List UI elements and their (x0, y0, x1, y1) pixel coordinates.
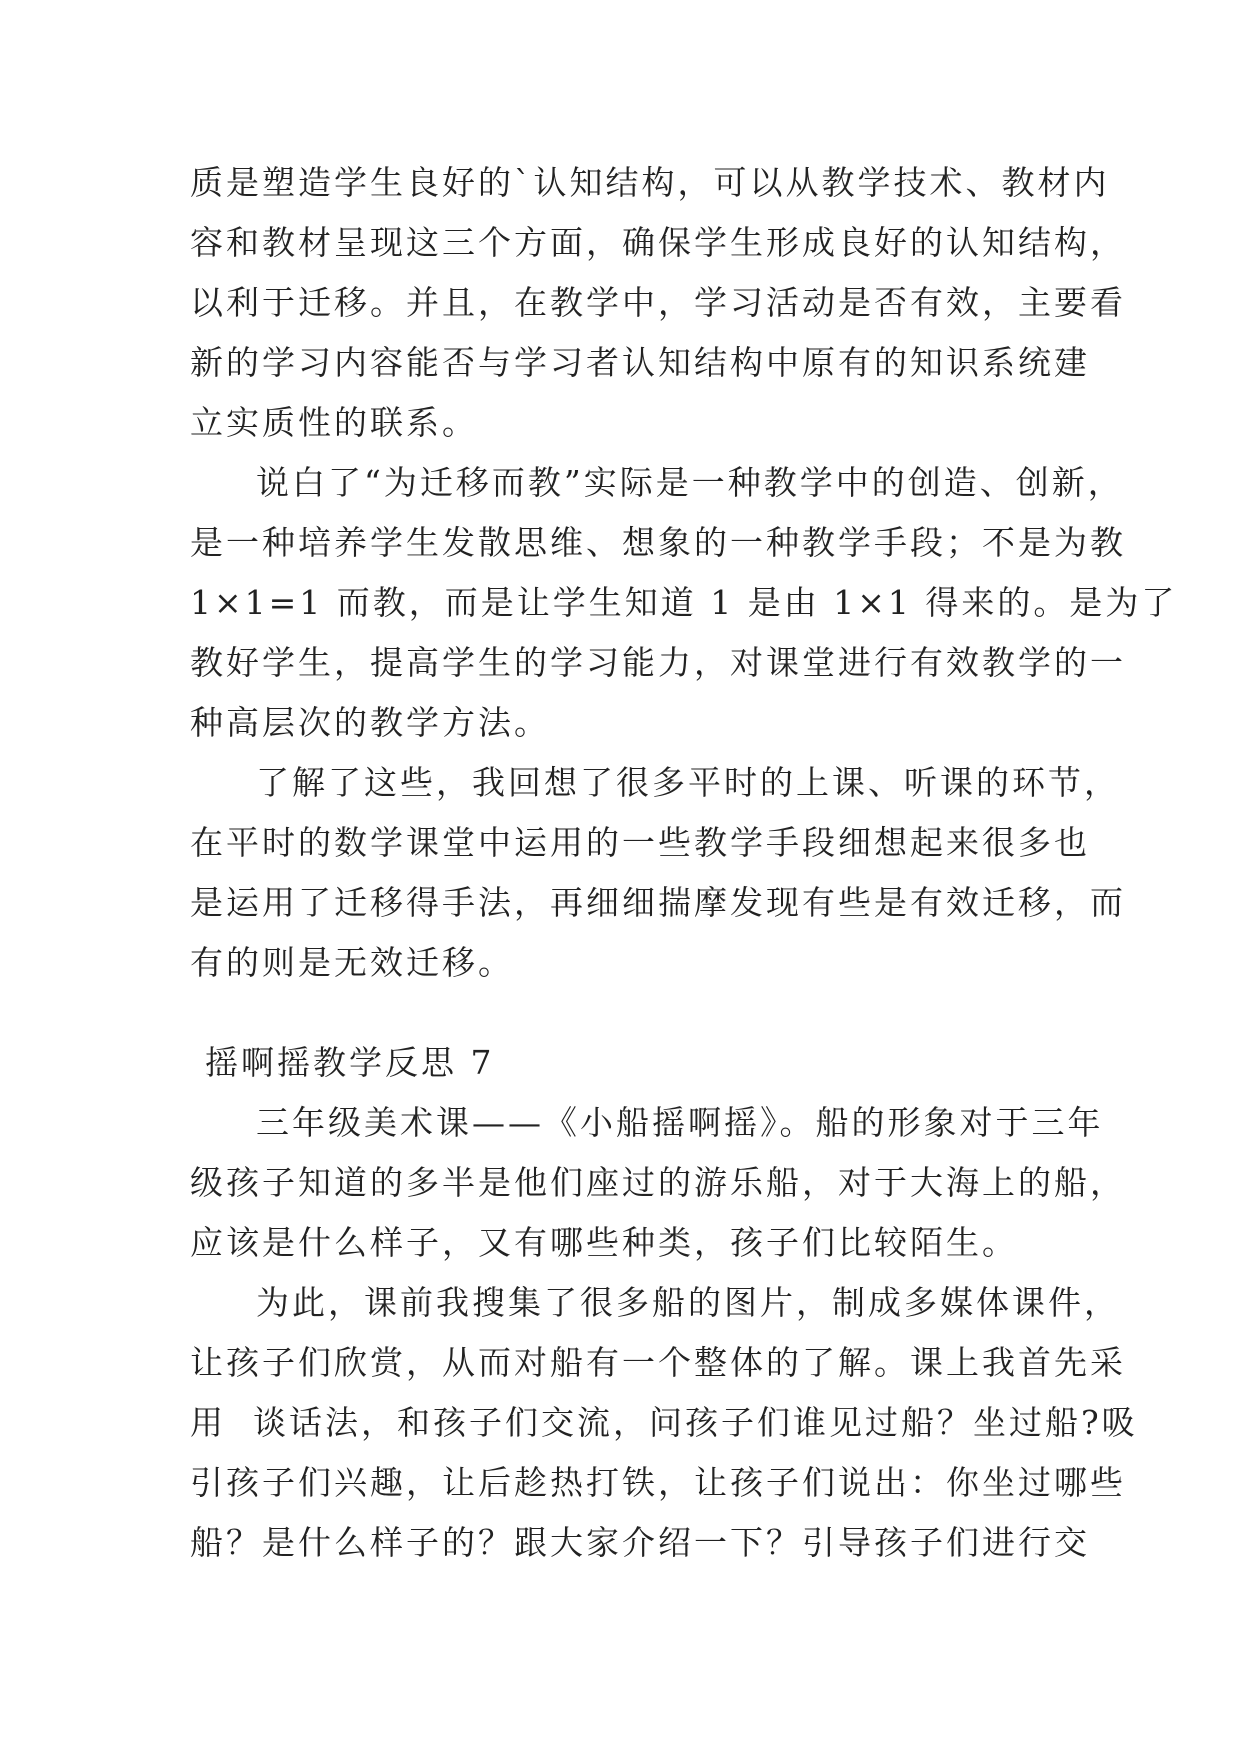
text-line: 容和教材呈现这三个方面，确保学生形成良好的认知结构， (190, 223, 1126, 262)
text-line: 应该是什么样子，又有哪些种类，孩子们比较陌生。 (190, 1223, 1018, 1262)
text-line: 三年级美术课——《小船摇啊摇》。船的形象对于三年 (256, 1103, 1104, 1142)
text-line: 有的则是无效迁移。 (190, 943, 514, 982)
text-line: 为此，课前我搜集了很多船的图片，制成多媒体课件， (256, 1283, 1120, 1322)
text-line: 以利于迁移。并且，在教学中，学习活动是否有效，主要看 (190, 283, 1126, 322)
section-heading: 摇啊摇教学反思 7 (205, 1043, 495, 1082)
text-line: 引孩子们兴趣，让后趁热打铁，让孩子们说出：你坐过哪些 (190, 1463, 1126, 1502)
text-line: 说白了“为迁移而教”实际是一种教学中的创造、创新， (256, 463, 1124, 502)
text-line: 质是塑造学生良好的`认知结构，可以从教学技术、教材内 (190, 163, 1110, 202)
text-line: 船？是什么样子的？跟大家介绍一下？引导孩子们进行交 (190, 1523, 1090, 1562)
text-line: 种高层次的教学方法。 (190, 703, 550, 742)
text-line: 新的学习内容能否与学习者认知结构中原有的知识系统建 (190, 343, 1090, 382)
text-line: 教好学生，提高学生的学习能力，对课堂进行有效教学的一 (190, 643, 1126, 682)
text-line: 是一种培养学生发散思维、想象的一种教学手段；不是为教 (190, 523, 1126, 562)
text-line: 用 谈话法，和孩子们交流，问孩子们谁见过船？坐过船?吸 (190, 1403, 1138, 1442)
text-line: 了解了这些，我回想了很多平时的上课、听课的环节， (256, 763, 1120, 802)
text-line: 立实质性的联系。 (190, 403, 478, 442)
text-line: 1×1=1 而教，而是让学生知道 1 是由 1×1 得来的。是为了 (190, 583, 1178, 622)
text-line: 让孩子们欣赏，从而对船有一个整体的了解。课上我首先采 (190, 1343, 1126, 1382)
text-line: 级孩子知道的多半是他们座过的游乐船，对于大海上的船， (190, 1163, 1126, 1202)
text-line: 是运用了迁移得手法，再细细揣摩发现有些是有效迁移，而 (190, 883, 1126, 922)
text-line: 在平时的数学课堂中运用的一些教学手段细想起来很多也 (190, 823, 1090, 862)
